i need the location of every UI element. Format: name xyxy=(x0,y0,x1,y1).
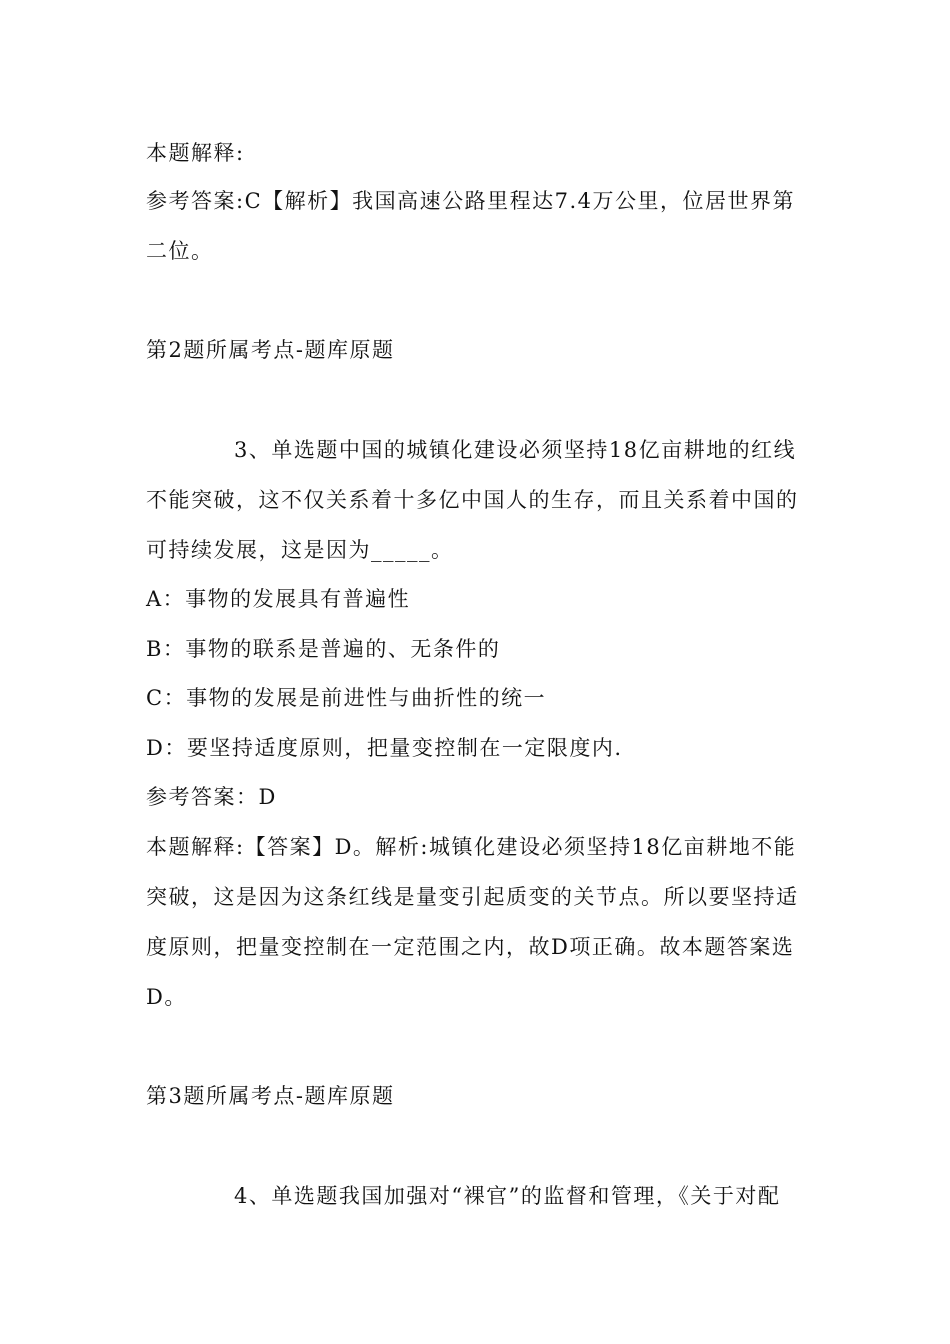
section-heading: 第3题所属考点-题库原题 xyxy=(146,1084,395,1108)
option-b: B：事物的联系是普遍的、无条件的 xyxy=(146,637,501,661)
answer-text-line: 二位。 xyxy=(146,239,214,263)
explanation-text-line: 本题解释:【答案】D。解析:城镇化建设必须坚持18亿亩耕地不能 xyxy=(146,835,797,859)
reference-answer: 参考答案：D xyxy=(146,785,277,809)
option-c: C：事物的发展是前进性与曲折性的统一 xyxy=(146,686,547,710)
question-text-line: 不能突破，这不仅关系着十多亿中国人的生存，而且关系着中国的 xyxy=(146,488,799,512)
question-text-line: 可持续发展，这是因为_____。 xyxy=(146,538,454,562)
answer-text-line: 参考答案:C【解析】我国高速公路里程达7.4万公里，位居世界第 xyxy=(146,189,796,213)
question-text-line: 4、单选题我国加强对“裸官”的监督和管理，《关于对配 xyxy=(234,1184,781,1208)
explanation-text-line: 突破，这是因为这条红线是量变引起质变的关节点。所以要坚持适 xyxy=(146,885,799,909)
explanation-text-line: D。 xyxy=(146,985,187,1009)
option-d: D：要坚持适度原则，把量变控制在一定限度内. xyxy=(146,736,623,760)
option-a: A：事物的发展具有普遍性 xyxy=(146,587,411,611)
explanation-label: 本题解释: xyxy=(146,141,245,165)
question-text-line: 3、单选题中国的城镇化建设必须坚持18亿亩耕地的红线 xyxy=(234,438,797,462)
explanation-text-line: 度原则，把量变控制在一定范围之内，故D项正确。故本题答案选 xyxy=(146,935,795,959)
section-heading: 第2题所属考点-题库原题 xyxy=(146,338,395,362)
